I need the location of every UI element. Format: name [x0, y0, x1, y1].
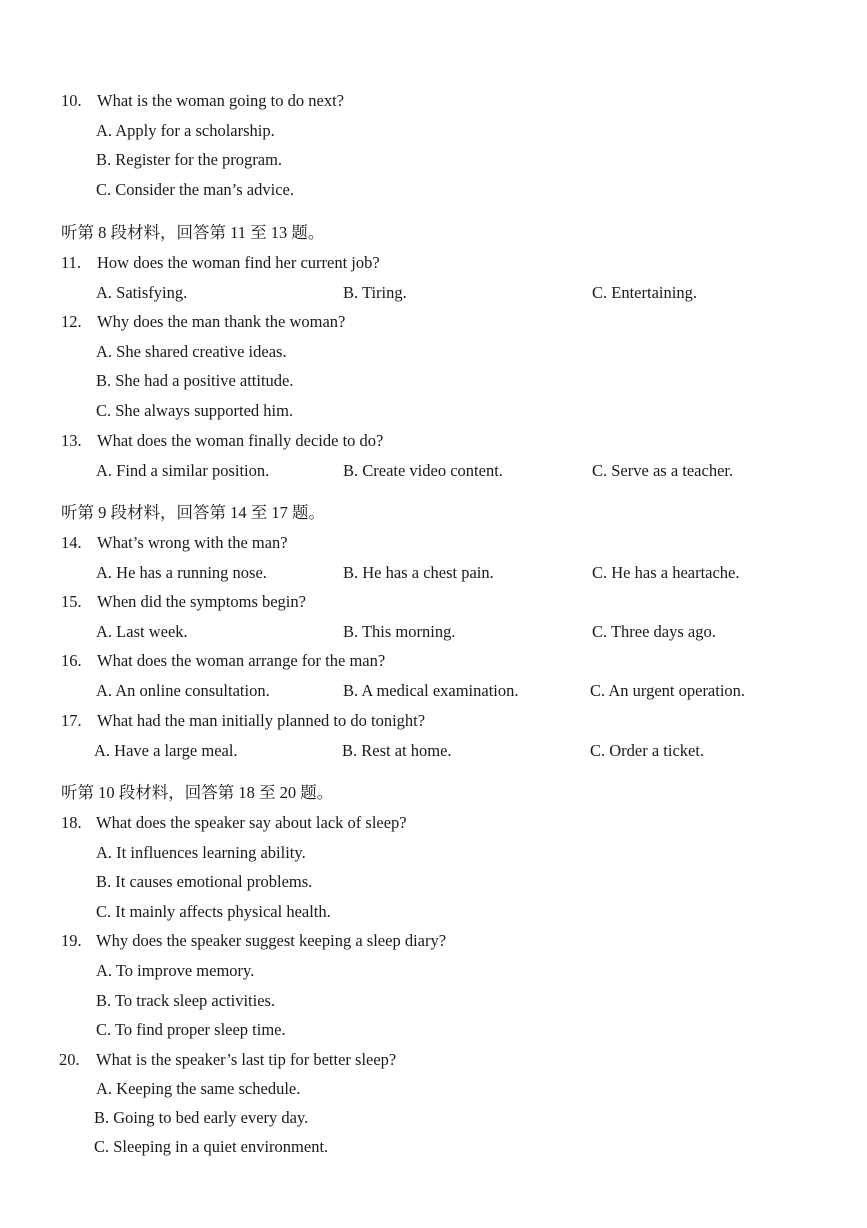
q20-option-c: C. Sleeping in a quiet environment. — [94, 1137, 329, 1156]
q10-stem: What is the woman going to do next? — [97, 91, 344, 110]
q20-stem: What is the speaker’s last tip for better sleep? — [96, 1050, 397, 1069]
q10-option-b: B. Register for the program. — [96, 150, 283, 169]
q19-stem: Why does the speaker suggest keeping a sleep diary? — [96, 931, 447, 950]
q15-option-b: B. This morning. — [343, 622, 456, 641]
q20-number: 20. — [59, 1050, 80, 1069]
q14-stem: What’s wrong with the man? — [97, 533, 288, 552]
q12-option-c: C. She always supported him. — [96, 401, 294, 420]
q18-option-b: B. It causes emotional problems. — [96, 872, 313, 891]
q11-option-b: B. Tiring. — [343, 283, 407, 302]
q14-option-b: B. He has a chest pain. — [343, 563, 494, 582]
q10-option-c: C. Consider the man’s advice. — [96, 180, 294, 199]
q13-option-c: C. Serve as a teacher. — [592, 461, 734, 480]
q14-number: 14. — [61, 533, 82, 552]
q10-option-a: A. Apply for a scholarship. — [96, 121, 275, 140]
q12-option-a: A. She shared creative ideas. — [96, 342, 287, 361]
q16-option-a: A. An online consultation. — [96, 681, 270, 700]
section-9-instruction: 听第 9 段材料，回答第 14 至 17 题。 — [61, 503, 325, 522]
q18-stem: What does the speaker say about lack of sleep? — [96, 813, 407, 832]
section-10-instruction: 听第 10 段材料，回答第 18 至 20 题。 — [61, 783, 334, 802]
section-8-instruction: 听第 8 段材料，回答第 11 至 13 题。 — [61, 223, 325, 242]
q13-option-a: A. Find a similar position. — [96, 461, 270, 480]
q12-number: 12. — [61, 312, 82, 331]
q17-number: 17. — [61, 711, 82, 730]
q19-option-a: A. To improve memory. — [96, 961, 255, 980]
q17-option-b: B. Rest at home. — [342, 741, 452, 760]
q15-number: 15. — [61, 592, 82, 611]
q19-option-c: C. To find proper sleep time. — [96, 1020, 286, 1039]
q16-stem: What does the woman arrange for the man? — [97, 651, 386, 670]
q14-option-c: C. He has a heartache. — [592, 563, 740, 582]
q12-stem: Why does the man thank the woman? — [97, 312, 346, 331]
q15-option-c: C. Three days ago. — [592, 622, 716, 641]
q13-number: 13. — [61, 431, 82, 450]
q19-option-b: B. To track sleep activities. — [96, 991, 276, 1010]
q11-option-c: C. Entertaining. — [592, 283, 697, 302]
q16-option-b: B. A medical examination. — [343, 681, 519, 700]
q17-option-c: C. Order a ticket. — [590, 741, 705, 760]
q18-option-c: C. It mainly affects physical health. — [96, 902, 331, 921]
q11-number: 11. — [61, 253, 82, 272]
q17-stem: What had the man initially planned to do tonight? — [97, 711, 426, 730]
q13-option-b: B. Create video content. — [343, 461, 503, 480]
q20-option-b: B. Going to bed early every day. — [94, 1108, 309, 1127]
q13-stem: What does the woman finally decide to do? — [97, 431, 384, 450]
q14-option-a: A. He has a running nose. — [96, 563, 267, 582]
q11-option-a: A. Satisfying. — [96, 283, 188, 302]
q12-option-b: B. She had a positive attitude. — [96, 371, 294, 390]
q16-number: 16. — [61, 651, 82, 670]
q17-option-a: A. Have a large meal. — [94, 741, 238, 760]
q10-number: 10. — [61, 91, 82, 110]
q16-option-c: C. An urgent operation. — [590, 681, 746, 700]
q19-number: 19. — [61, 931, 82, 950]
q15-option-a: A. Last week. — [96, 622, 188, 641]
q15-stem: When did the symptoms begin? — [97, 592, 306, 611]
q11-stem: How does the woman find her current job? — [97, 253, 380, 272]
q20-option-a: A. Keeping the same schedule. — [96, 1079, 301, 1098]
q18-number: 18. — [61, 813, 82, 832]
q18-option-a: A. It influences learning ability. — [96, 843, 306, 862]
